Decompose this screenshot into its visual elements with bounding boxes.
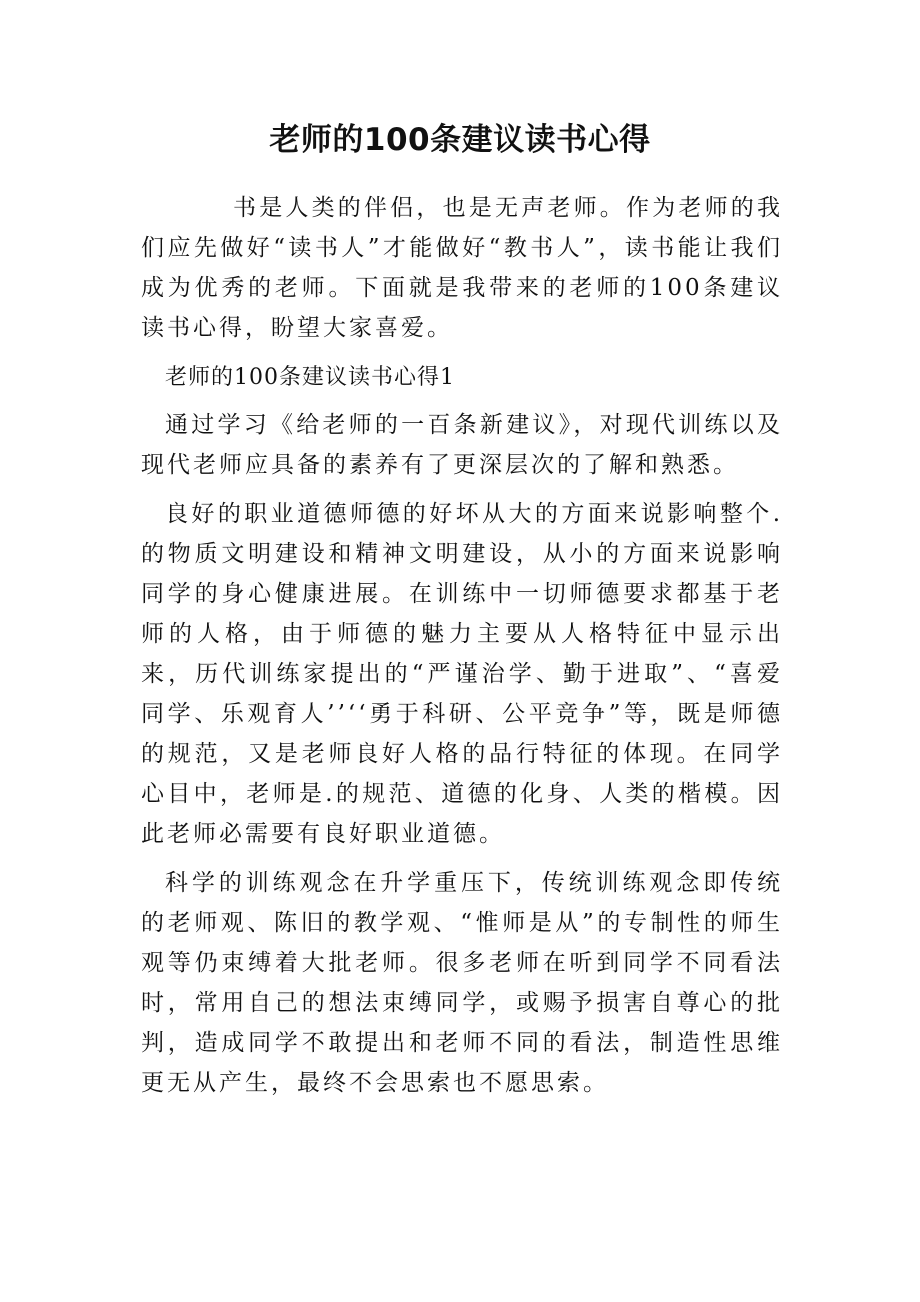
- body-paragraph-3: 科学的训练观念在升学重压下，传统训练观念即传统的老师观、陈旧的教学观、“惟师是从”的专制性的师生观等仍束缚着大批老师。很多老师在听到同学不同看法时，常用自己的想法束缚同学，或赐予损害自尊心的批判，造成同学不敢提出和老师不同的看法，制造性思维更无从产生，最终不会思索也不愿思索。: [141, 870, 783, 1096]
- body-paragraph-2: 良好的职业道德师德的好坏从大的方面来说影响整个.的物质文明建设和精神文明建设，从小的方面来说影响同学的身心健康进展。在训练中一切师德要求都基于老师的人格，由于师德的魅力主要从人格特征中显示出来，历代训练家提出的“严谨治学、勤于进取”、“喜爱同学、乐观育人’’‘‘勇于科研、公平竞争”等，既是师德的规范，又是老师良好人格的品行特征的体现。在同学心目中，老师是.的规范、道德的化身、人类的楷模。因此老师必需要有良好职业道德。: [141, 501, 783, 847]
- section-heading: 老师的100条建议读书心得1: [165, 365, 455, 390]
- intro-paragraph: 书是人类的伴侣，也是无声老师。作为老师的我们应先做好“读书人”才能做好“教书人”，读书能让我们成为优秀的老师。下面就是我带来的老师的100条建议读书心得，盼望大家喜爱。: [141, 195, 783, 341]
- body-paragraph-1: 通过学习《给老师的一百条新建议》，对现代训练以及现代老师应具备的素养有了更深层次的了解和熟悉。: [141, 412, 783, 478]
- document-body: [141, 188, 783, 1103]
- document-title: 老师的100条建议读书心得: [269, 122, 651, 158]
